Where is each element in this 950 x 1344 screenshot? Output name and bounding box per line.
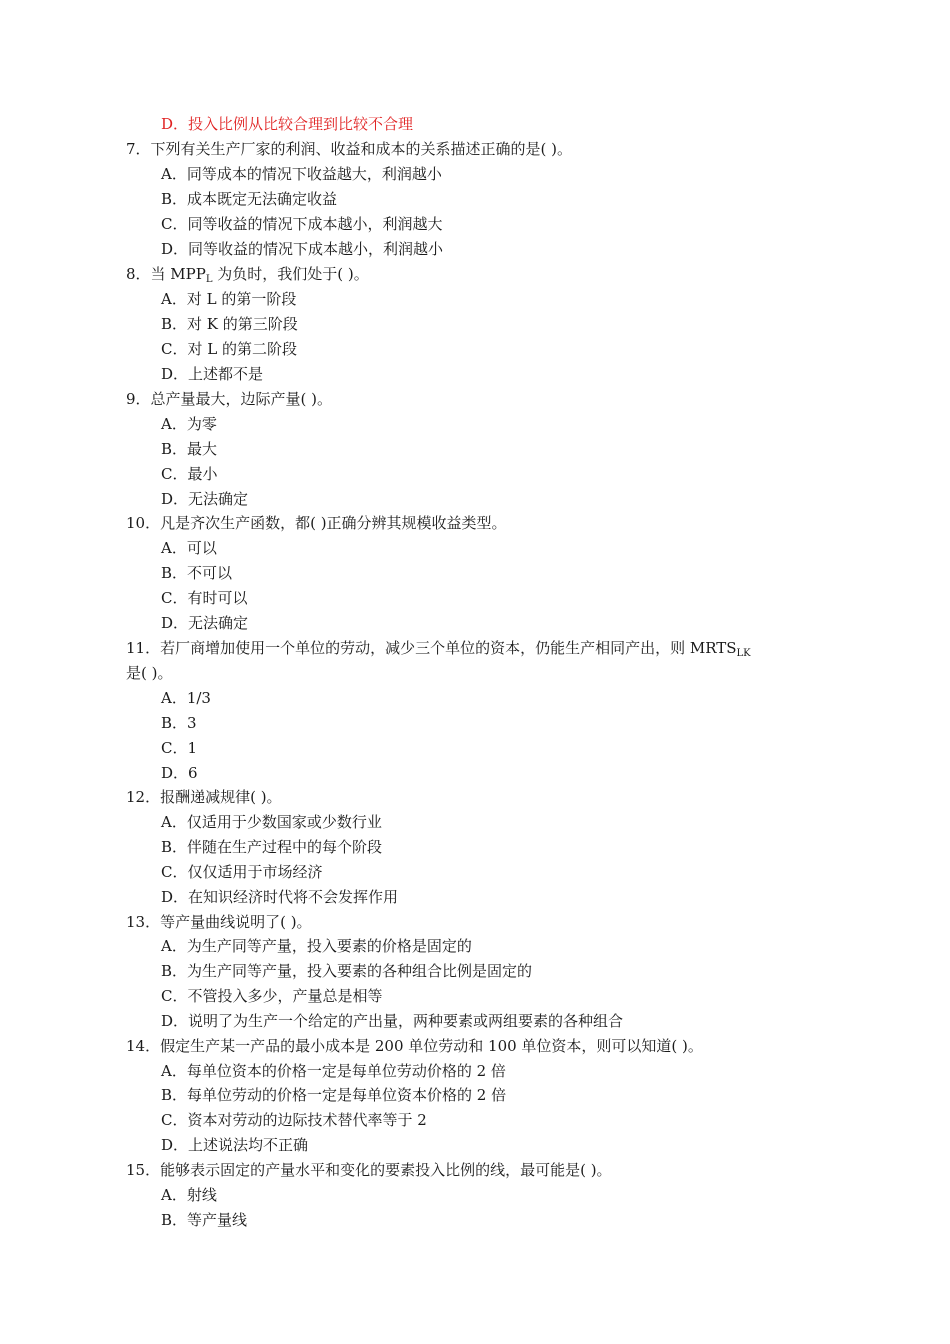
- question-14-option-c: C．资本对劳动的边际技术替代率等于 2: [161, 1111, 427, 1129]
- question-11-option-b: B．3: [161, 714, 197, 732]
- question-13-option-a: A．为生产同等产量，投入要素的价格是固定的: [161, 937, 472, 955]
- question-12-stem: 12．报酬递减规律( )。: [126, 788, 282, 806]
- question-9-option-b: B．最大: [161, 440, 218, 458]
- question-15-option-a: A．射线: [161, 1186, 217, 1204]
- question-8-option-b: B．对 K 的第三阶段: [161, 315, 298, 333]
- question-13-option-b: B．为生产同等产量，投入要素的各种组合比例是固定的: [161, 962, 533, 980]
- question-15-option-b: B．等产量线: [161, 1211, 248, 1229]
- question-12-option-c: C．仅仅适用于市场经济: [161, 863, 323, 881]
- question-9-stem: 9．总产量最大，边际产量( )。: [126, 390, 333, 408]
- question-10-option-b: B．不可以: [161, 564, 233, 582]
- question-13-stem: 13．等产量曲线说明了( )。: [126, 913, 312, 931]
- question-12-option-d: D．在知识经济时代将不会发挥作用: [161, 888, 399, 906]
- question-9-option-c: C．最小: [161, 465, 218, 483]
- previous-question-option-d: D．投入比例从比较合理到比较不合理: [161, 115, 414, 133]
- question-11-option-d: D．6: [161, 764, 198, 782]
- question-8-subscript: L: [205, 274, 213, 285]
- question-11-subscript: LK: [736, 648, 751, 659]
- question-11-stem-line-1: [126, 636, 751, 661]
- question-14-option-a: A．每单位资本的价格一定是每单位劳动价格的 2 倍: [161, 1062, 506, 1080]
- question-14-option-b: B．每单位劳动的价格一定是每单位资本价格的 2 倍: [161, 1086, 507, 1104]
- question-9-option-a: A．为零: [161, 415, 217, 433]
- question-7-option-b: B．成本既定无法确定收益: [161, 190, 338, 208]
- question-10-option-c: C．有时可以: [161, 589, 248, 607]
- question-8-stem-text: 8．当 MPP: [126, 265, 206, 283]
- question-7-option-c: C．同等收益的情况下成本越小，利润越大: [161, 215, 443, 233]
- question-14-option-d: D．上述说法均不正确: [161, 1136, 309, 1154]
- question-13-option-c: C．不管投入多少，产量总是相等: [161, 987, 383, 1005]
- question-11-stem-line-2: 是( )。: [126, 664, 173, 682]
- question-8-option-c: C．对 L 的第二阶段: [161, 340, 297, 358]
- question-11-stem-text: 11．若厂商增加使用一个单位的劳动，减少三个单位的资本，仍能生产相同产出，则 MRTS: [126, 639, 737, 657]
- question-8-option-d: D．上述都不是: [161, 365, 264, 383]
- question-12-option-b: B．伴随在生产过程中的每个阶段: [161, 838, 383, 856]
- question-10-option-a: A．可以: [161, 539, 217, 557]
- question-11-option-a: A．1/3: [161, 689, 211, 707]
- question-8-stem-text-end: 为负时，我们处于( )。: [212, 265, 369, 283]
- question-9-option-d: D．无法确定: [161, 490, 249, 508]
- question-8-stem: [126, 262, 369, 287]
- question-10-stem: 10．凡是齐次生产函数，都( )正确分辨其规模收益类型。: [126, 514, 507, 532]
- question-13-option-d: D．说明了为生产一个给定的产出量，两种要素或两组要素的各种组合: [161, 1012, 624, 1030]
- question-7-stem: 7．下列有关生产厂家的利润、收益和成本的关系描述正确的是( )。: [126, 140, 573, 158]
- question-7-option-a: A．同等成本的情况下收益越大，利润越小: [161, 165, 442, 183]
- question-15-stem: 15．能够表示固定的产量水平和变化的要素投入比例的线，最可能是( )。: [126, 1161, 612, 1179]
- question-14-stem: 14．假定生产某一产品的最小成本是 200 单位劳动和 100 单位资本，则可以知道( )。: [126, 1037, 703, 1055]
- question-7-option-d: D．同等收益的情况下成本越小，利润越小: [161, 240, 444, 258]
- question-10-option-d: D．无法确定: [161, 614, 249, 632]
- question-8-option-a: A．对 L 的第一阶段: [161, 290, 297, 308]
- question-11-option-c: C．1: [161, 739, 198, 757]
- question-12-option-a: A．仅适用于少数国家或少数行业: [161, 813, 382, 831]
